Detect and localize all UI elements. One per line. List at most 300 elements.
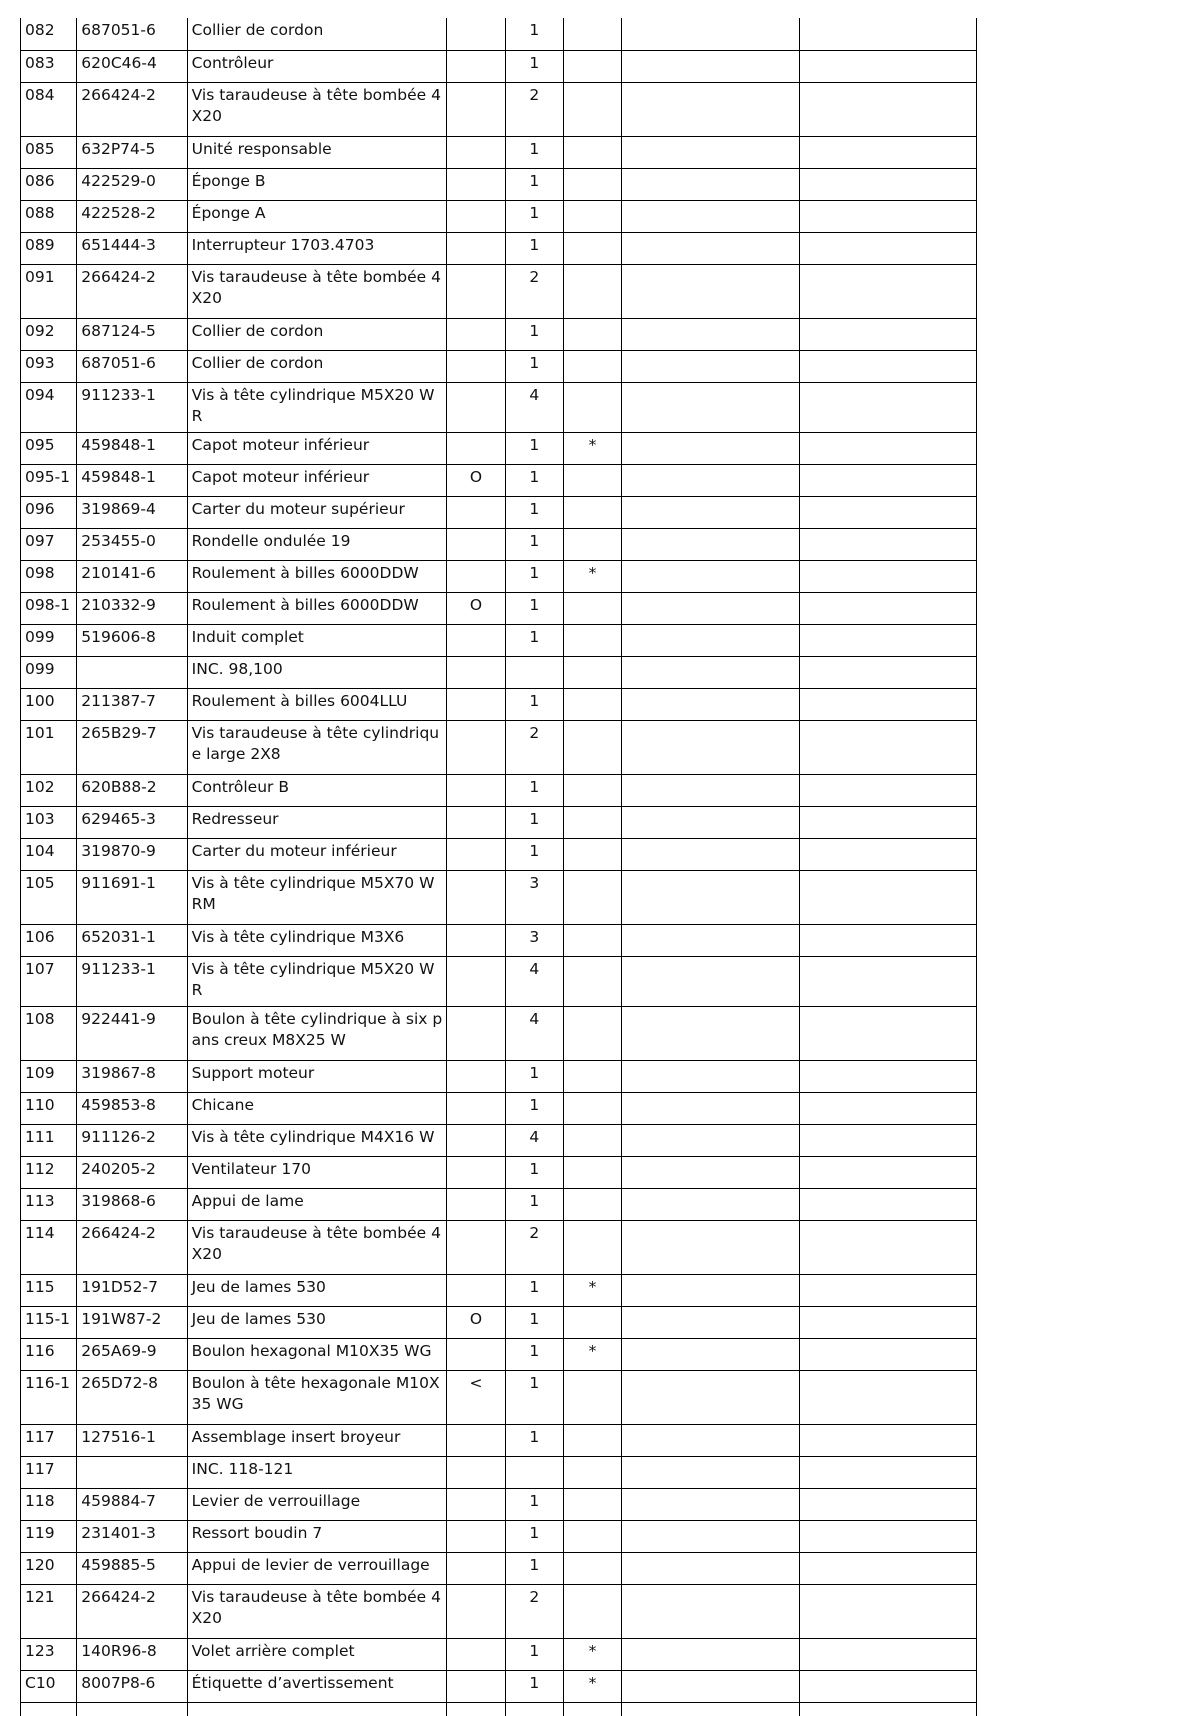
description-cell: Vis à tête cylindrique M5X70 WRM	[187, 870, 447, 924]
blank-cell	[622, 318, 800, 350]
table-row	[21, 168, 977, 200]
option-cell	[447, 870, 505, 924]
table-row	[21, 318, 977, 350]
note-mark-cell	[563, 1370, 621, 1424]
note-mark-cell	[563, 464, 621, 496]
table-row	[21, 656, 977, 688]
item-ref-cell: 096	[21, 496, 77, 528]
item-ref-cell: 121	[21, 1584, 77, 1638]
option-cell	[447, 1488, 505, 1520]
blank-cell	[622, 382, 800, 432]
blank-cell	[800, 528, 977, 560]
blank-cell	[800, 1552, 977, 1584]
part-number-cell: 211387-7	[77, 688, 187, 720]
blank-cell	[800, 560, 977, 592]
part-number-cell: 265A69-9	[77, 1338, 187, 1370]
part-number-cell: 911126-2	[77, 1124, 187, 1156]
quantity-cell: 4	[505, 382, 563, 432]
note-mark-cell	[563, 688, 621, 720]
description-cell: Support moteur	[187, 1060, 447, 1092]
blank-cell	[800, 838, 977, 870]
blank-cell	[622, 1306, 800, 1338]
quantity-cell: 1	[505, 838, 563, 870]
part-number-cell: 687124-5	[77, 318, 187, 350]
part-number-cell: 459884-7	[77, 1488, 187, 1520]
quantity-cell: 2	[505, 1220, 563, 1274]
note-mark-cell	[563, 136, 621, 168]
description-cell: Roulement à billes 6000DDW	[187, 560, 447, 592]
blank-cell	[800, 1156, 977, 1188]
table-row	[21, 1060, 977, 1092]
part-number-cell: 240205-2	[77, 1156, 187, 1188]
item-ref-cell: 091	[21, 264, 77, 318]
option-cell	[447, 1124, 505, 1156]
blank-cell	[447, 1702, 505, 1716]
table-row	[21, 200, 977, 232]
note-mark-cell	[563, 1060, 621, 1092]
part-number-cell: 319867-8	[77, 1060, 187, 1092]
description-cell: Interrupteur 1703.4703	[187, 232, 447, 264]
quantity-cell: 1	[505, 232, 563, 264]
option-cell	[447, 232, 505, 264]
part-number-cell: 319869-4	[77, 496, 187, 528]
part-number-cell: 266424-2	[77, 1220, 187, 1274]
quantity-cell: 1	[505, 18, 563, 50]
blank-cell	[563, 1702, 621, 1716]
option-cell	[447, 1338, 505, 1370]
item-ref-cell: 101	[21, 720, 77, 774]
blank-cell	[800, 318, 977, 350]
option-cell	[447, 528, 505, 560]
table-row	[21, 82, 977, 136]
part-number-cell: 266424-2	[77, 1584, 187, 1638]
part-number-cell	[77, 1456, 187, 1488]
option-cell	[447, 624, 505, 656]
blank-cell	[800, 1338, 977, 1370]
quantity-cell: 1	[505, 806, 563, 838]
quantity-cell: 2	[505, 82, 563, 136]
quantity-cell: 1	[505, 1156, 563, 1188]
note-mark-cell: *	[563, 1638, 621, 1670]
blank-cell	[622, 496, 800, 528]
quantity-cell: 1	[505, 1188, 563, 1220]
item-ref-cell: 098-1	[21, 592, 77, 624]
parts-list-table	[20, 18, 977, 1716]
blank-cell	[800, 1188, 977, 1220]
description-cell: Redresseur	[187, 806, 447, 838]
table-row	[21, 1188, 977, 1220]
quantity-cell: 1	[505, 1638, 563, 1670]
part-number-cell: 231401-3	[77, 1520, 187, 1552]
quantity-cell: 1	[505, 1670, 563, 1702]
quantity-cell: 1	[505, 50, 563, 82]
option-cell	[447, 924, 505, 956]
part-number-cell: 687051-6	[77, 350, 187, 382]
blank-cell	[622, 1488, 800, 1520]
description-cell: Vis taraudeuse à tête bombée 4X20	[187, 1584, 447, 1638]
note-mark-cell: *	[563, 1338, 621, 1370]
description-cell: Carter du moteur supérieur	[187, 496, 447, 528]
blank-cell	[622, 720, 800, 774]
table-row	[21, 1092, 977, 1124]
blank-cell	[622, 1006, 800, 1060]
option-cell	[447, 838, 505, 870]
description-cell: Induit complet	[187, 624, 447, 656]
option-cell	[447, 774, 505, 806]
note-mark-cell	[563, 1424, 621, 1456]
option-cell	[447, 1274, 505, 1306]
blank-cell	[622, 1424, 800, 1456]
note-mark-cell	[563, 1124, 621, 1156]
item-ref-cell: 099	[21, 624, 77, 656]
description-cell: Roulement à billes 6004LLU	[187, 688, 447, 720]
blank-cell	[505, 1702, 563, 1716]
option-cell	[447, 1584, 505, 1638]
quantity-cell: 1	[505, 496, 563, 528]
blank-cell	[800, 168, 977, 200]
item-ref-cell: C10	[21, 1670, 77, 1702]
blank-cell	[800, 200, 977, 232]
description-cell: Volet arrière complet	[187, 1638, 447, 1670]
table-row	[21, 1370, 977, 1424]
blank-cell	[622, 1060, 800, 1092]
part-number-cell: 127516-1	[77, 1424, 187, 1456]
item-ref-cell: 123	[21, 1638, 77, 1670]
option-cell	[447, 168, 505, 200]
description-cell: Capot moteur inférieur	[187, 432, 447, 464]
blank-cell	[622, 838, 800, 870]
table-row	[21, 560, 977, 592]
table-row	[21, 1156, 977, 1188]
blank-cell	[800, 232, 977, 264]
item-ref-cell: 088	[21, 200, 77, 232]
note-mark-cell	[563, 232, 621, 264]
part-number-cell: 459853-8	[77, 1092, 187, 1124]
table-row	[21, 870, 977, 924]
part-number-cell: 319868-6	[77, 1188, 187, 1220]
note-mark-cell	[563, 318, 621, 350]
description-cell: Rondelle ondulée 19	[187, 528, 447, 560]
note-mark-cell	[563, 382, 621, 432]
quantity-cell: 4	[505, 956, 563, 1006]
note-mark-cell: *	[563, 1274, 621, 1306]
part-number-cell: 620C46-4	[77, 50, 187, 82]
blank-cell	[800, 1306, 977, 1338]
blank-cell	[622, 1092, 800, 1124]
description-cell: INC. 118-121	[187, 1456, 447, 1488]
blank-cell	[800, 688, 977, 720]
part-number-cell: 319870-9	[77, 838, 187, 870]
part-number-cell: 422529-0	[77, 168, 187, 200]
note-mark-cell	[563, 924, 621, 956]
blank-cell	[800, 956, 977, 1006]
blank-cell	[622, 1702, 800, 1716]
description-cell: Boulon hexagonal M10X35 WG	[187, 1338, 447, 1370]
parts-table-body	[21, 18, 977, 1716]
quantity-cell: 4	[505, 1006, 563, 1060]
quantity-cell: 1	[505, 624, 563, 656]
description-cell: Appui de levier de verrouillage	[187, 1552, 447, 1584]
part-number-cell: 210141-6	[77, 560, 187, 592]
blank-cell	[622, 870, 800, 924]
note-mark-cell: *	[563, 1670, 621, 1702]
item-ref-cell: 103	[21, 806, 77, 838]
description-cell: Collier de cordon	[187, 18, 447, 50]
quantity-cell: 1	[505, 774, 563, 806]
table-row	[21, 956, 977, 1006]
note-mark-cell	[563, 592, 621, 624]
blank-cell	[622, 350, 800, 382]
description-cell: Chicane	[187, 1092, 447, 1124]
item-ref-cell: 084	[21, 82, 77, 136]
note-mark-cell	[563, 870, 621, 924]
blank-cell	[800, 136, 977, 168]
note-mark-cell	[563, 1306, 621, 1338]
blank-cell	[800, 1060, 977, 1092]
table-row	[21, 232, 977, 264]
note-mark-cell	[563, 528, 621, 560]
option-cell	[447, 1220, 505, 1274]
option-cell	[447, 1638, 505, 1670]
option-cell	[447, 1456, 505, 1488]
option-cell	[447, 350, 505, 382]
blank-cell	[800, 1274, 977, 1306]
option-cell	[447, 956, 505, 1006]
option-cell	[447, 656, 505, 688]
item-ref-cell: 085	[21, 136, 77, 168]
blank-cell	[800, 720, 977, 774]
option-cell	[447, 560, 505, 592]
blank-cell	[622, 528, 800, 560]
note-mark-cell	[563, 200, 621, 232]
item-ref-cell: 116-1	[21, 1370, 77, 1424]
table-row	[21, 592, 977, 624]
table-row	[21, 806, 977, 838]
option-cell	[447, 1188, 505, 1220]
part-number-cell: 687051-6	[77, 18, 187, 50]
option-cell	[447, 264, 505, 318]
option-cell	[447, 1520, 505, 1552]
blank-cell	[622, 592, 800, 624]
table-row	[21, 1306, 977, 1338]
description-cell: Contrôleur B	[187, 774, 447, 806]
part-number-cell: 191D52-7	[77, 1274, 187, 1306]
description-cell: Vis taraudeuse à tête bombée 4X20	[187, 264, 447, 318]
note-mark-cell	[563, 50, 621, 82]
option-cell	[447, 18, 505, 50]
quantity-cell: 1	[505, 560, 563, 592]
table-row	[21, 350, 977, 382]
table-row	[21, 528, 977, 560]
item-ref-cell: 099	[21, 656, 77, 688]
option-cell	[447, 1006, 505, 1060]
blank-cell	[622, 656, 800, 688]
option-cell	[447, 432, 505, 464]
part-number-cell: 191W87-2	[77, 1306, 187, 1338]
quantity-cell: 3	[505, 870, 563, 924]
quantity-cell: 1	[505, 1338, 563, 1370]
part-number-cell: 265D72-8	[77, 1370, 187, 1424]
item-ref-cell: 116	[21, 1338, 77, 1370]
part-number-cell: 629465-3	[77, 806, 187, 838]
quantity-cell: 1	[505, 1306, 563, 1338]
table-row	[21, 1220, 977, 1274]
description-cell: Collier de cordon	[187, 318, 447, 350]
note-mark-cell	[563, 1584, 621, 1638]
blank-cell	[800, 1702, 977, 1716]
item-ref-cell: 111	[21, 1124, 77, 1156]
description-cell: Éponge B	[187, 168, 447, 200]
quantity-cell: 1	[505, 528, 563, 560]
table-row	[21, 1124, 977, 1156]
description-cell: Vis à tête cylindrique M4X16 W	[187, 1124, 447, 1156]
item-ref-cell: 109	[21, 1060, 77, 1092]
table-row	[21, 838, 977, 870]
blank-cell	[622, 774, 800, 806]
item-ref-cell: 107	[21, 956, 77, 1006]
note-mark-cell	[563, 1520, 621, 1552]
part-number-cell: 459885-5	[77, 1552, 187, 1584]
item-ref-cell: 095	[21, 432, 77, 464]
table-row	[21, 464, 977, 496]
table-row	[21, 720, 977, 774]
blank-cell	[800, 1584, 977, 1638]
blank-cell	[622, 464, 800, 496]
table-row	[21, 1274, 977, 1306]
blank-cell	[622, 1456, 800, 1488]
blank-cell	[622, 18, 800, 50]
item-ref-cell: 082	[21, 18, 77, 50]
blank-cell	[622, 432, 800, 464]
blank-cell	[622, 136, 800, 168]
item-ref-cell: 117	[21, 1424, 77, 1456]
blank-cell	[77, 1702, 187, 1716]
item-ref-cell: 083	[21, 50, 77, 82]
blank-cell	[622, 956, 800, 1006]
blank-cell	[622, 560, 800, 592]
item-ref-cell: 120	[21, 1552, 77, 1584]
blank-cell	[800, 496, 977, 528]
option-cell	[447, 1092, 505, 1124]
item-ref-cell: 102	[21, 774, 77, 806]
table-row	[21, 1488, 977, 1520]
description-cell: Vis taraudeuse à tête bombée 4X20	[187, 82, 447, 136]
blank-cell	[622, 50, 800, 82]
quantity-cell: 1	[505, 432, 563, 464]
description-cell: Vis à tête cylindrique M5X20 WR	[187, 382, 447, 432]
quantity-cell: 2	[505, 264, 563, 318]
part-number-cell: 651444-3	[77, 232, 187, 264]
blank-cell	[622, 688, 800, 720]
blank-cell	[800, 82, 977, 136]
item-ref-cell: 086	[21, 168, 77, 200]
note-mark-cell	[563, 624, 621, 656]
note-mark-cell	[563, 1552, 621, 1584]
part-number-cell: 911691-1	[77, 870, 187, 924]
table-row	[21, 1424, 977, 1456]
option-cell	[447, 50, 505, 82]
option-cell	[447, 200, 505, 232]
part-number-cell: 210332-9	[77, 592, 187, 624]
continuation-row	[21, 1702, 977, 1716]
description-cell: Vis à tête cylindrique M3X6	[187, 924, 447, 956]
quantity-cell: 1	[505, 1552, 563, 1584]
blank-cell	[800, 464, 977, 496]
blank-cell	[622, 264, 800, 318]
blank-cell	[800, 624, 977, 656]
option-cell	[447, 1424, 505, 1456]
table-row	[21, 496, 977, 528]
quantity-cell: 1	[505, 1060, 563, 1092]
item-ref-cell: 115-1	[21, 1306, 77, 1338]
note-mark-cell	[563, 656, 621, 688]
blank-cell	[800, 264, 977, 318]
blank-cell	[800, 1124, 977, 1156]
quantity-cell: 1	[505, 1424, 563, 1456]
blank-cell	[800, 1488, 977, 1520]
option-cell	[447, 1552, 505, 1584]
table-row	[21, 264, 977, 318]
note-mark-cell	[563, 18, 621, 50]
option-cell: <	[447, 1370, 505, 1424]
option-cell	[447, 720, 505, 774]
description-cell: INC. 98,100	[187, 656, 447, 688]
description-cell: Boulon à tête hexagonale M10X35 WG	[187, 1370, 447, 1424]
quantity-cell: 1	[505, 464, 563, 496]
blank-cell	[800, 1670, 977, 1702]
note-mark-cell	[563, 264, 621, 318]
description-cell: Jeu de lames 530	[187, 1274, 447, 1306]
option-cell: O	[447, 1306, 505, 1338]
quantity-cell: 3	[505, 924, 563, 956]
blank-cell	[800, 350, 977, 382]
blank-cell	[622, 1638, 800, 1670]
item-ref-cell: 110	[21, 1092, 77, 1124]
table-row	[21, 774, 977, 806]
item-ref-cell: 113	[21, 1188, 77, 1220]
blank-cell	[622, 168, 800, 200]
blank-cell	[187, 1702, 447, 1716]
blank-cell	[622, 1188, 800, 1220]
quantity-cell: 4	[505, 1124, 563, 1156]
item-ref-cell: 089	[21, 232, 77, 264]
item-ref-cell: 100	[21, 688, 77, 720]
table-row	[21, 924, 977, 956]
blank-cell	[622, 1552, 800, 1584]
option-cell	[447, 318, 505, 350]
quantity-cell: 1	[505, 688, 563, 720]
part-number-cell: 911233-1	[77, 956, 187, 1006]
part-number-cell: 911233-1	[77, 382, 187, 432]
blank-cell	[800, 1520, 977, 1552]
table-row	[21, 1552, 977, 1584]
item-ref-cell: 095-1	[21, 464, 77, 496]
item-ref-cell: 106	[21, 924, 77, 956]
option-cell	[447, 688, 505, 720]
blank-cell	[800, 1424, 977, 1456]
note-mark-cell	[563, 1006, 621, 1060]
part-number-cell: 459848-1	[77, 432, 187, 464]
option-cell	[447, 1156, 505, 1188]
description-cell: Vis à tête cylindrique M5X20 WR	[187, 956, 447, 1006]
note-mark-cell	[563, 806, 621, 838]
option-cell	[447, 496, 505, 528]
table-row	[21, 1584, 977, 1638]
table-row	[21, 18, 977, 50]
table-row	[21, 1670, 977, 1702]
description-cell: Ventilateur 170	[187, 1156, 447, 1188]
quantity-cell: 1	[505, 136, 563, 168]
